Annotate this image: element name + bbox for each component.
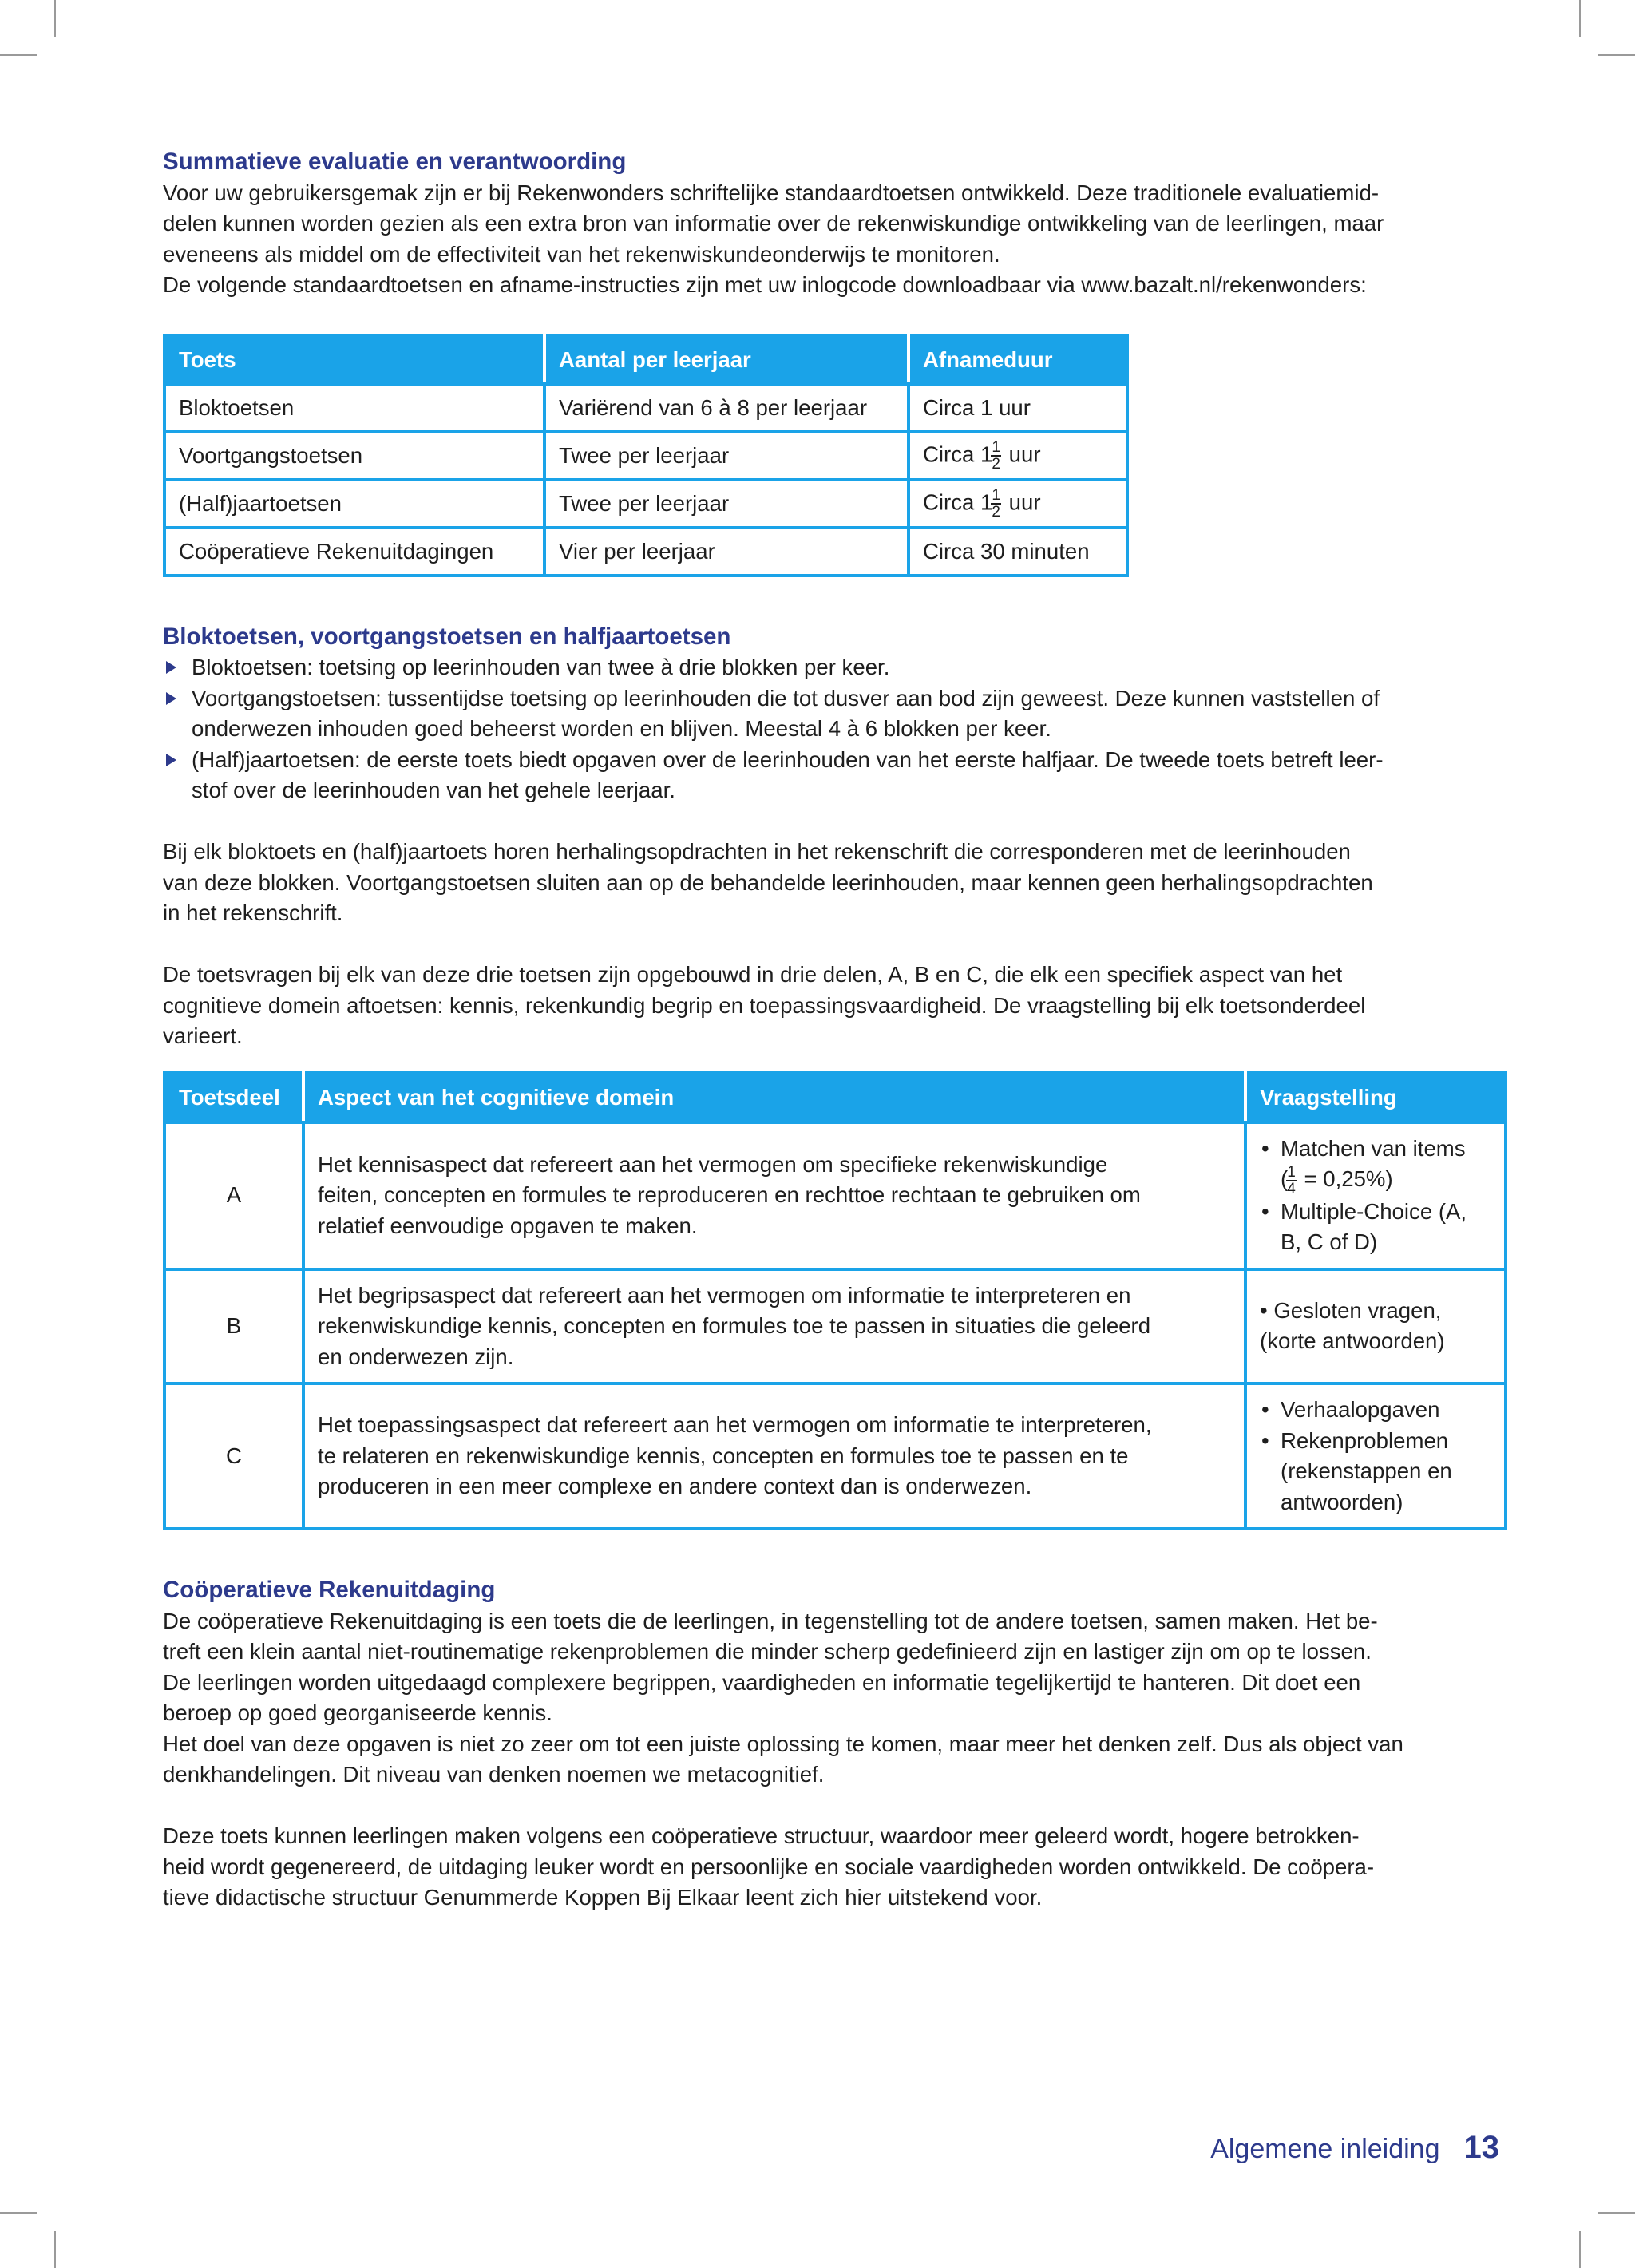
table-cell bbox=[303, 1383, 1245, 1529]
table-cell: (Half)jaartoetsen bbox=[164, 480, 544, 528]
test-types-list bbox=[163, 652, 1507, 806]
fraction-denominator: 2 bbox=[992, 455, 1000, 473]
duration-text: Circa 1 bbox=[923, 441, 993, 466]
table-cell bbox=[1245, 1122, 1506, 1269]
duration-text: Circa 1 bbox=[923, 489, 993, 514]
text-line: te relateren en rekenwiskundige kennis, concepten en formules toe te passen en te bbox=[318, 1443, 1129, 1468]
table-cell: Coöperatieve Rekenuitdagingen bbox=[164, 528, 544, 576]
table-row bbox=[164, 528, 1127, 576]
table-cell: Circa 1 uur bbox=[909, 384, 1127, 432]
table-row bbox=[164, 480, 1127, 528]
duration-unit: uur bbox=[1008, 489, 1041, 514]
triangle-bullet-icon bbox=[166, 661, 176, 674]
list-item bbox=[1260, 1426, 1491, 1518]
text-line: Bij elk bloktoets en (half)jaartoets horen herhalingsopdrachten in het rekenschrift die corresponderen met de leerinhouden bbox=[163, 839, 1351, 864]
crop-mark bbox=[54, 0, 56, 37]
text-line: Deze toets kunnen leerlingen maken volgens een coöperatieve structuur, waardoor meer geleerd wordt, hogere betrokken- bbox=[163, 1823, 1360, 1849]
triangle-bullet-icon bbox=[166, 692, 176, 705]
list-item bbox=[163, 652, 1507, 683]
text-line: Het doel van deze opgaven is niet zo zeer om tot een juiste oplossing te komen, maar meer het denken zelf. Dus als object van bbox=[163, 1731, 1403, 1756]
text-line: De coöperatieve Rekenuitdaging is een toets die de leerlingen, in tegenstelling tot de andere toetsen, samen maken. Het be- bbox=[163, 1608, 1378, 1633]
text-line: van deze blokken. Voortgangstoetsen sluiten aan op de behandelde leerinhouden, maar kennen geen herhalingsopdrachten bbox=[163, 869, 1373, 895]
text-line: De toetsvragen bij elk van deze drie toetsen zijn opgebouwd in drie delen, A, B en C, die elk een specifiek aspect van het bbox=[163, 962, 1343, 987]
paragraph-rekenuitdaging bbox=[163, 1606, 1507, 1791]
text-fragment: = 0,25%) bbox=[1297, 1166, 1393, 1191]
crop-mark bbox=[1598, 2212, 1635, 2214]
table-cell bbox=[1245, 1383, 1506, 1529]
table-header-row bbox=[164, 1073, 1506, 1122]
text-line: De leerlingen worden uitgedaagd complexere begrippen, vaardigheden en informatie tegelijkertijd te hanteren. Dit doet een bbox=[163, 1669, 1361, 1695]
text-line: varieert. bbox=[163, 1023, 243, 1048]
list-item bbox=[1260, 1395, 1491, 1426]
column-header: Vraagstelling bbox=[1245, 1073, 1506, 1122]
text-line: tieve didactische structuur Genummerde Koppen Bij Elkaar leent zich hier uitstekend voor. bbox=[163, 1885, 1043, 1910]
fraction-half bbox=[991, 488, 1001, 520]
table-cell: Twee per leerjaar bbox=[544, 432, 909, 480]
cognitive-domain-table bbox=[163, 1071, 1507, 1531]
column-header: Aspect van het cognitieve domein bbox=[303, 1073, 1245, 1122]
text-line: (korte antwoorden) bbox=[1260, 1328, 1445, 1354]
text-line: Het begripsaspect dat refereert aan het vermogen om informatie te interpreteren en bbox=[318, 1282, 1131, 1308]
crop-mark bbox=[1579, 2231, 1581, 2268]
table-row bbox=[164, 1122, 1506, 1269]
text-line: relatief eenvoudige opgaven te maken. bbox=[318, 1213, 698, 1238]
text-line: cognitieve domein aftoetsen: kennis, rekenkundig begrip en toepassingsvaardigheid. De vraagstelling bij elk toetsonderdeel bbox=[163, 992, 1366, 1018]
text-line: onderwezen inhouden goed beheerst worden en blijven. Meestal 4 à 6 blokken per keer. bbox=[192, 716, 1051, 741]
table-cell bbox=[1245, 1269, 1506, 1384]
list-item bbox=[163, 683, 1507, 745]
question-types-list bbox=[1260, 1134, 1491, 1258]
text-line: beroep op goed georganiseerde kennis. bbox=[163, 1700, 552, 1726]
text-line: denkhandelingen. Dit niveau van denken noemen we metacognitief. bbox=[163, 1762, 825, 1787]
intro-paragraph bbox=[163, 178, 1507, 301]
crop-mark bbox=[1598, 54, 1635, 56]
paragraph-structuur bbox=[163, 1821, 1507, 1914]
text-line: rekenwiskundige kennis, concepten en formules toe te passen in situaties die geleerd bbox=[318, 1313, 1151, 1339]
text-line: heid wordt gegenereerd, de uitdaging leuker wordt en persoonlijke en sociale vaardigheden worden ontwikkeld. De coöpera- bbox=[163, 1854, 1375, 1879]
table-cell: Voortgangstoetsen bbox=[164, 432, 544, 480]
fraction-quarter bbox=[1286, 1165, 1297, 1197]
table-cell: B bbox=[164, 1269, 303, 1384]
table-cell bbox=[909, 432, 1127, 480]
page-content bbox=[163, 147, 1507, 1914]
fraction-numerator: 1 bbox=[992, 486, 1000, 504]
list-item bbox=[1260, 1134, 1491, 1197]
question-types-list bbox=[1260, 1395, 1491, 1518]
standard-tests-table bbox=[163, 334, 1129, 577]
text-line: en onderwezen zijn. bbox=[318, 1344, 514, 1369]
table-cell bbox=[303, 1269, 1245, 1384]
fraction-numerator: 1 bbox=[992, 438, 1000, 456]
table-cell: C bbox=[164, 1383, 303, 1529]
text-line: feiten, concepten en formules te reproduceren en rechttoe rechtaan te gebruiken om bbox=[318, 1182, 1141, 1208]
fraction-numerator: 1 bbox=[1287, 1163, 1296, 1181]
fraction-denominator: 2 bbox=[992, 503, 1000, 520]
fraction-denominator: 4 bbox=[1287, 1180, 1296, 1197]
text-line: (Half)jaartoetsen: de eerste toets biedt opgaven over de leerinhouden van het eerste halfjaar. De tweede toets betreft leer- bbox=[192, 746, 1384, 772]
text-line: Matchen van items bbox=[1281, 1135, 1466, 1161]
text-line: Verhaalopgaven bbox=[1281, 1397, 1440, 1423]
text-line: Voor uw gebruikersgemak zijn er bij Rekenwonders schriftelijke standaardtoetsen ontwikkeld. Deze traditionele evaluatiemid- bbox=[163, 180, 1380, 205]
column-header: Afnameduur bbox=[909, 336, 1127, 384]
list-item bbox=[1260, 1197, 1491, 1258]
text-line: in het rekenschrift. bbox=[163, 900, 343, 925]
column-header: Toets bbox=[164, 336, 544, 384]
text-line: B, C of D) bbox=[1281, 1229, 1378, 1255]
duration-unit: uur bbox=[1008, 441, 1041, 466]
table-cell bbox=[303, 1122, 1245, 1269]
paragraph-herhaling bbox=[163, 837, 1507, 929]
crop-mark bbox=[0, 54, 37, 56]
table-cell: Bloktoetsen bbox=[164, 384, 544, 432]
text-line: eveneens als middel om de effectiviteit van het rekenwiskundeonderwijs te monitoren. bbox=[163, 241, 1000, 267]
section-heading-summatieve: Summatieve evaluatie en verantwoording bbox=[163, 148, 627, 175]
table-row bbox=[164, 1383, 1506, 1529]
page-number: 13 bbox=[1463, 2130, 1499, 2165]
text-line: (rekenstappen en bbox=[1281, 1459, 1452, 1484]
column-header: Aantal per leerjaar bbox=[544, 336, 909, 384]
table-cell: Variërend van 6 à 8 per leerjaar bbox=[544, 384, 909, 432]
table-row bbox=[164, 432, 1127, 480]
section-heading-cooperatieve: Coöperatieve Rekenuitdaging bbox=[163, 1577, 496, 1604]
table-header-row bbox=[164, 336, 1127, 384]
section-heading-bloktoetsen: Bloktoetsen, voortgangstoetsen en halfjaartoetsen bbox=[163, 623, 731, 650]
table-cell: Vier per leerjaar bbox=[544, 528, 909, 576]
text-line: Het toepassingsaspect dat refereert aan het vermogen om informatie te interpreteren, bbox=[318, 1412, 1152, 1438]
crop-mark bbox=[0, 2212, 37, 2214]
text-line: Rekenproblemen bbox=[1281, 1427, 1449, 1453]
footer-section-title: Algemene inleiding bbox=[1210, 2134, 1440, 2164]
text-fragment: ( bbox=[1281, 1166, 1289, 1191]
text-line: Bloktoetsen: toetsing op leerinhouden van twee à drie blokken per keer. bbox=[192, 655, 890, 679]
text-line: Het kennisaspect dat refereert aan het vermogen om specifieke rekenwiskundige bbox=[318, 1151, 1108, 1177]
text-line: antwoorden) bbox=[1281, 1489, 1403, 1514]
page-footer bbox=[1210, 2130, 1499, 2166]
table-row bbox=[164, 1269, 1506, 1384]
triangle-bullet-icon bbox=[166, 754, 176, 766]
table-cell: Twee per leerjaar bbox=[544, 480, 909, 528]
crop-mark bbox=[54, 2231, 56, 2268]
text-line: Multiple-Choice (A, bbox=[1281, 1198, 1467, 1224]
text-line: produceren in een meer complexe en andere context dan is onderwezen. bbox=[318, 1474, 1032, 1499]
text-line: • Gesloten vragen, bbox=[1260, 1297, 1442, 1323]
table-cell bbox=[909, 480, 1127, 528]
table-row bbox=[164, 384, 1127, 432]
table-cell: Circa 30 minuten bbox=[909, 528, 1127, 576]
text-line: delen kunnen worden gezien als een extra bron van informatie over de rekenwiskundige ontwikkeling van de leerlingen, maar bbox=[163, 211, 1384, 236]
crop-mark bbox=[1579, 0, 1581, 37]
text-line: De volgende standaardtoetsen en afname-instructies zijn met uw inlogcode downloadbaar via www.bazalt.nl/rekenwonders: bbox=[163, 272, 1367, 297]
text-line: treft een klein aantal niet-routinematige rekenproblemen die minder scherp gedefinieerd zijn en lastiger zijn om op te lossen. bbox=[163, 1639, 1372, 1664]
text-line: stof over de leerinhouden van het gehele leerjaar. bbox=[192, 778, 675, 802]
paragraph-toetsvragen bbox=[163, 960, 1507, 1052]
list-item bbox=[163, 745, 1507, 806]
column-header: Toetsdeel bbox=[164, 1073, 303, 1122]
text-line: Voortgangstoetsen: tussentijdse toetsing op leerinhouden die tot dusver aan bod zijn geweest. Deze kunnen vaststellen of bbox=[192, 685, 1380, 710]
table-cell: A bbox=[164, 1122, 303, 1269]
fraction-half bbox=[991, 440, 1001, 472]
